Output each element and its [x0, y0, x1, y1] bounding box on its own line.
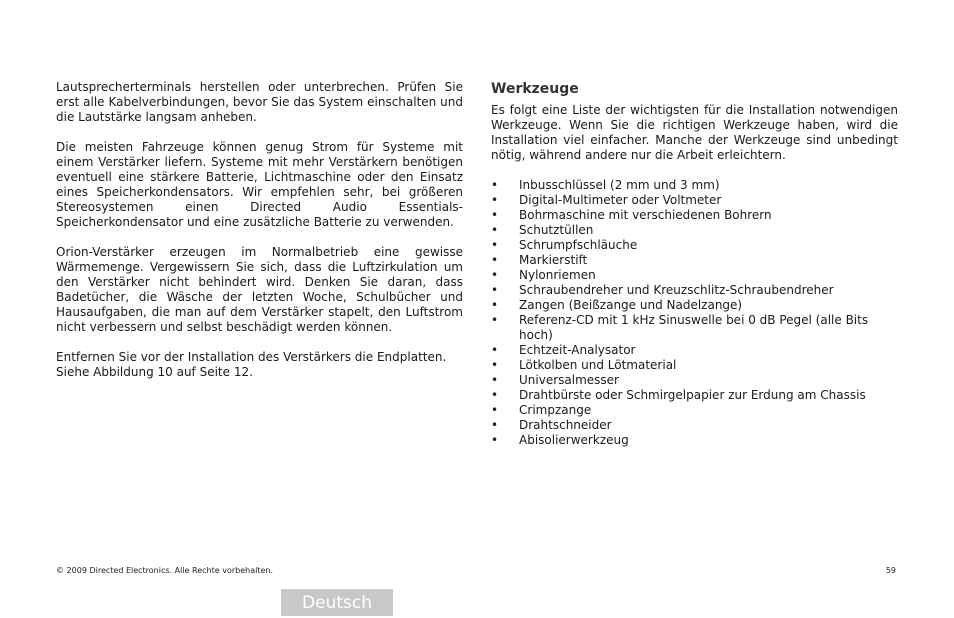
section-heading-tools: Werkzeuge — [491, 81, 579, 97]
paragraph-end-plates — [56, 350, 463, 380]
list-item: • Referenz-CD mit 1 kHz Sinuswelle bei 0 dB Pegel (alle Bits hoch) — [491, 313, 898, 343]
paragraph-heat: Orion-Verstärker erzeugen im Normalbetrieb eine gewisse Wärmemenge. Vergewissern Sie sich, dass die Luftzirkulation um den Verstärker nicht behindert wird. Denken Sie daran, dass Badetücher, die Wäsche der letzten Woche, Schulbücher und Hausaufgaben, die man auf dem Verstärker stapelt, den Luftstrom nicht verbessern und selbst beschädigt werden können. — [56, 245, 463, 334]
list-item: • Lötkolben und Lötmaterial — [491, 358, 898, 373]
list-item: • Bohrmaschine mit verschiedenen Bohrern — [491, 208, 898, 223]
right-column — [491, 80, 898, 448]
list-item: • Echtzeit-Analysator — [491, 343, 898, 358]
copyright-notice: © 2009 Directed Electronics. Alle Rechte vorbehalten. — [56, 566, 273, 575]
list-item: • Markierstift — [491, 253, 898, 268]
list-item: • Crimpzange — [491, 403, 898, 418]
list-item: • Digital-Multimeter oder Voltmeter — [491, 193, 898, 208]
language-tab: Deutsch — [281, 589, 393, 616]
tools-list — [491, 178, 898, 448]
list-item: • Schrumpfschläuche — [491, 238, 898, 253]
list-item: • Abisolierwerkzeug — [491, 433, 898, 448]
figure-reference: Siehe Abbildung 10 auf Seite 12. — [56, 365, 253, 379]
end-plates-line: Entfernen Sie vor der Installation des Verstärkers die Endplatten. — [56, 350, 447, 364]
list-item: • Schraubendreher und Kreuzschlitz-Schraubendreher — [491, 283, 898, 298]
list-item: • Drahtschneider — [491, 418, 898, 433]
list-item: • Drahtbürste oder Schmirgelpapier zur Erdung am Chassis — [491, 388, 898, 403]
tools-intro: Es folgt eine Liste der wichtigsten für die Installation notwendigen Werkzeuge. Wenn Sie die richtigen Werkzeuge haben, wird die Installation viel einfacher. Manche der Werkzeuge sind unbedingt nötig, während andere nur die Arbeit erleichtern. — [491, 103, 898, 162]
paragraph-power-supply: Die meisten Fahrzeuge können genug Strom für Systeme mit einem Verstärker liefern. Systeme mit mehr Verstärkern benötigen eventuell eine stärkere Batterie, Lichtmaschine oder den Einsatz eines Speicherkondensators. Wir empfehlen sehr, bei größeren Stereosystemen einen Directed Audio Essentials-Speicherkondensator und eine zusätzliche Batterie zu verwenden. — [56, 140, 463, 229]
list-item: • Universalmesser — [491, 373, 898, 388]
list-item: • Zangen (Beißzange und Nadelzange) — [491, 298, 898, 313]
left-column — [56, 80, 463, 380]
list-item: • Schutztüllen — [491, 223, 898, 238]
paragraph-speaker-terminals: Lautsprecherterminals herstellen oder unterbrechen. Prüfen Sie erst alle Kabelverbindungen, bevor Sie das System einschalten und die Lautstärke langsam anheben. — [56, 80, 463, 124]
list-item: • Inbusschlüssel (2 mm und 3 mm) — [491, 178, 898, 193]
list-item: • Nylonriemen — [491, 268, 898, 283]
page-number: 59 — [885, 566, 896, 575]
